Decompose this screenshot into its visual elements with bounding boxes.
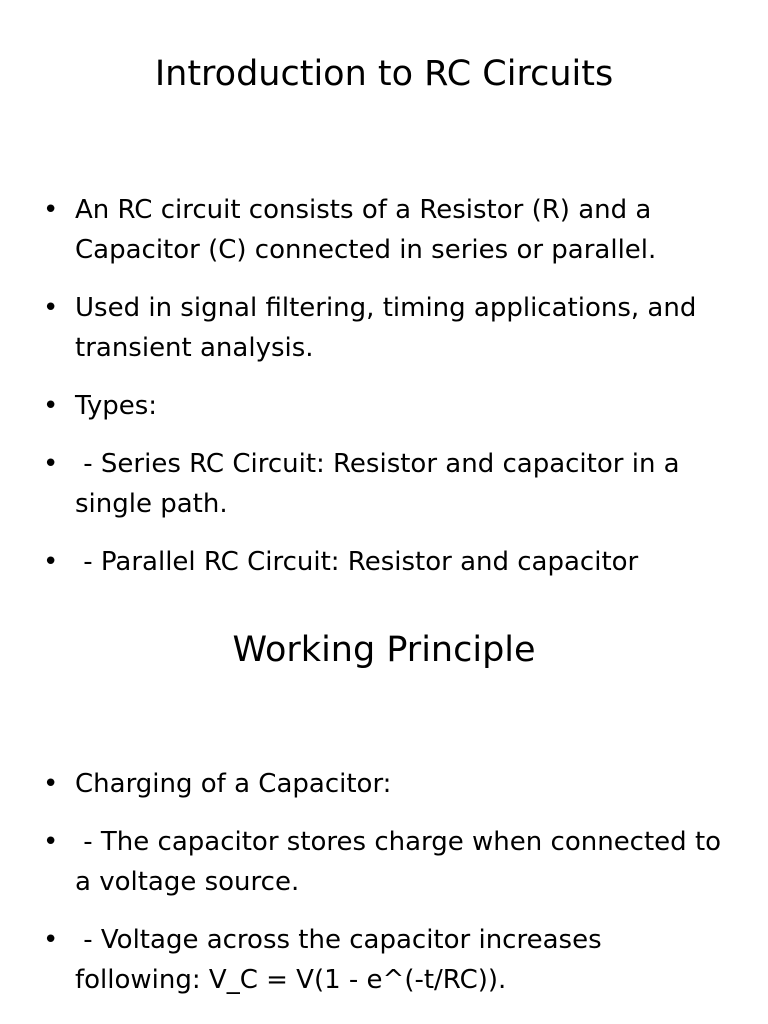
bullet-icon: • [43, 195, 59, 225]
bullet-list [0, 764, 768, 1018]
bullet-item [0, 190, 768, 270]
bullet-text: - Series RC Circuit: Resistor and capacitor in a single path. [75, 449, 688, 519]
bullet-text: An RC circuit consists of a Resistor (R) and a Capacitor (C) connected in series or parallel. [75, 195, 660, 265]
bullet-icon: • [43, 769, 59, 799]
bullet-item [0, 764, 768, 804]
bullet-text: - Parallel RC Circuit: Resistor and capacitor [75, 547, 639, 577]
bullet-icon: • [43, 449, 59, 479]
bullet-text: - Voltage across the capacitor increases following: V_C = V(1 - e^(-t/RC)). [75, 925, 610, 995]
bullet-item [0, 386, 768, 426]
slide-title: Working Principle [232, 630, 536, 670]
bullet-text: Types: [75, 391, 158, 421]
bullet-icon: • [43, 293, 59, 323]
bullet-icon: • [43, 391, 59, 421]
bullet-item [0, 542, 768, 578]
bullet-item [0, 288, 768, 368]
slide-title: Introduction to RC Circuits [154, 54, 614, 94]
bullet-item [0, 444, 768, 524]
bullet-text: - The capacitor stores charge when connected to a voltage source. [75, 827, 730, 897]
bullet-text: Charging of a Capacitor: [75, 769, 392, 799]
slide-working-principle [0, 578, 768, 1024]
bullet-text: Used in signal filtering, timing applications, and transient analysis. [75, 293, 705, 363]
bullet-item [0, 822, 768, 902]
bullet-icon: • [43, 925, 59, 955]
bullet-item [0, 920, 768, 1000]
bullet-icon: • [43, 547, 59, 577]
bullet-list [0, 190, 768, 578]
bullet-icon: • [43, 827, 59, 857]
